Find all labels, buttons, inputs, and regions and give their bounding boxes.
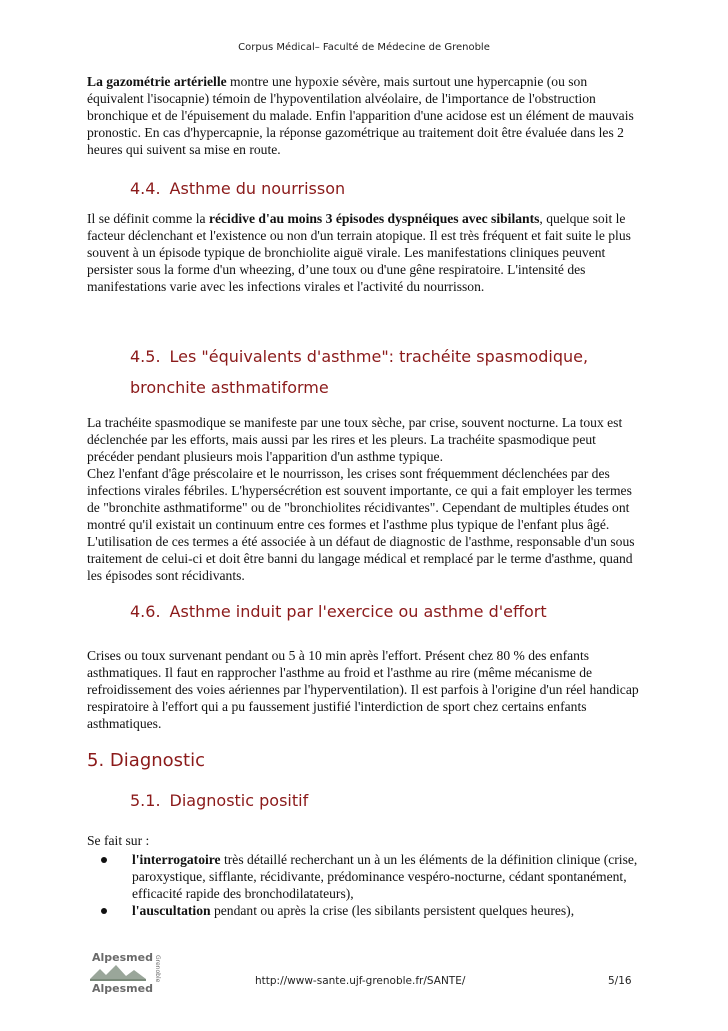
section-number: 4.6. [130,602,161,621]
mountain-logo-icon [90,949,162,995]
paragraph-text-part2: Chez l'enfant d'âge préscolaire et le nourrisson, les crises sont fréquemment déclenchées par des infections virales fébriles. L'hypersécrétion est souvent importante, ce qui a fait employer les termes de "bronchite asthmatiforme" ou de "bronchiolites récidivantes". Cependant de multiples études ont montré qu'il existait un continuum entre ces formes et l'asthme plus typique de l'enfant plus âgé. L'utilisation de ces termes a été associée à un défaut de diagnostic de l'asthme, responsable d'un sous traitement de celui-ci et doit être banni du langage médical et remplacé par le terme d'asthme, quand les épisodes sont récidivants. [87,466,635,583]
page-number: 5/16 [608,975,632,987]
logo-text-top: Alpesmed [92,951,153,964]
section-heading-5 [87,749,205,773]
section-title-line2: bronchite asthmatiforme [130,378,329,397]
paragraph-text-part1: La trachéite spasmodique se manifeste par une toux sèche, par crise, souvent nocturne. La toux est déclenchée par les efforts, mais aussi par les rires et les pleurs. La trachéite spasmodique peut précéder pendant plusieurs mois l'apparition d'un asthme typique. [87,415,623,464]
list-item [87,902,647,919]
paragraph-equivalents [87,414,642,584]
section-heading-4-4 [130,176,650,201]
paragraph-nourrisson [87,210,642,295]
page-header: Corpus Médical– Faculté de Médecine de Grenoble [238,42,490,53]
logo-text-bottom: Alpesmed [92,982,153,995]
list-item-bold: l'auscultation [132,903,211,918]
section-number: 5.1. [130,791,161,810]
paragraph-bold: récidive d'au moins 3 épisodes dyspnéiques avec sibilants [208,211,540,226]
paragraph-text: Crises ou toux survenant pendant ou 5 à 10 min après l'effort. Présent chez 80 % des enfants asthmatiques. Il faut en rapprocher l'asthme au froid et l'asthme au rire (même mécanisme de refroidissement des voies aériennes par l'hyperventilation). Il est parfois à l'origine d'un réel handicap respiratoire à l'effort qui a pu faussement justifié l'interdiction de sport chez certains enfants asthmatiques. [87,648,639,731]
paragraph-effort [87,647,642,732]
section-title-line1: Les "équivalents d'asthme": trachéite spasmodique, [169,347,589,366]
logo-text-side: Grenoble [154,955,161,983]
list-item [87,851,647,902]
paragraph-text-pre: Il se définit comme la [87,211,209,226]
page-footer [0,951,728,995]
paragraph-lead-bold: La gazométrie artérielle [87,74,227,89]
section-number: 4.5. [130,347,161,366]
section-title: Diagnostic positif [169,791,309,810]
bullet-icon [101,857,107,863]
bullet-list [87,851,647,919]
paragraph-text-post: , quelque soit le facteur déclenchant et l'existence ou non d'un terrain atopique. Il est très fréquent et fait suite le plus souvent à un épisode typique de bronchiolite aiguë virale. Les manifestations cliniques peuvent persister sous la forme d'un wheezing, d’une toux ou d'une gêne respiratoire. L'intensité des manifestations varie avec les infections virales et l'activité du nourrisson. [87,211,631,294]
paragraph-gazometrie [87,73,642,158]
alpesmed-logo [90,949,162,995]
list-item-text: très détaillé recherchant un à un les éléments de la définition clinique (crise, paroxystique, sifflante, récidivante, prédominance vespéro-nocturne, cédant spontanément, efficacité rapide des bronchodilatateurs), [132,852,638,901]
section-heading-4-5 [130,344,650,400]
paragraph-intro: Se fait sur : [87,833,150,848]
section-heading-5-1 [130,788,650,813]
paragraph-text: montre une hypoxie sévère, mais surtout une hypercapnie (ou son équivalent l'isocapnie) témoin de l'hypoventilation alvéolaire, de l'importance de l'obstruction bronchique et de l'épuisement du malade. Enfin l'apparition d'une acidose est un élément de mauvais pronostic. En cas d'hypercapnie, la réponse gazométrique au traitement doit être évaluée dans les 2 heures qui suivent sa mise en route. [87,74,634,157]
section-number: 4.4. [130,179,161,198]
section-heading-4-6 [130,599,650,624]
list-item-bold: l'interrogatoire [132,852,221,867]
section-title: Diagnostic [109,750,205,771]
bullet-icon [101,908,107,914]
section-title: Asthme du nourrisson [169,179,346,198]
section-title: Asthme induit par l'exercice ou asthme d'effort [169,602,547,621]
footer-url-link[interactable]: http://www-sante.ujf-grenoble.fr/SANTE/ [255,975,466,987]
section-number: 5. [87,750,105,771]
list-item-text: pendant ou après la crise (les sibilants persistent quelques heures), [210,903,575,918]
